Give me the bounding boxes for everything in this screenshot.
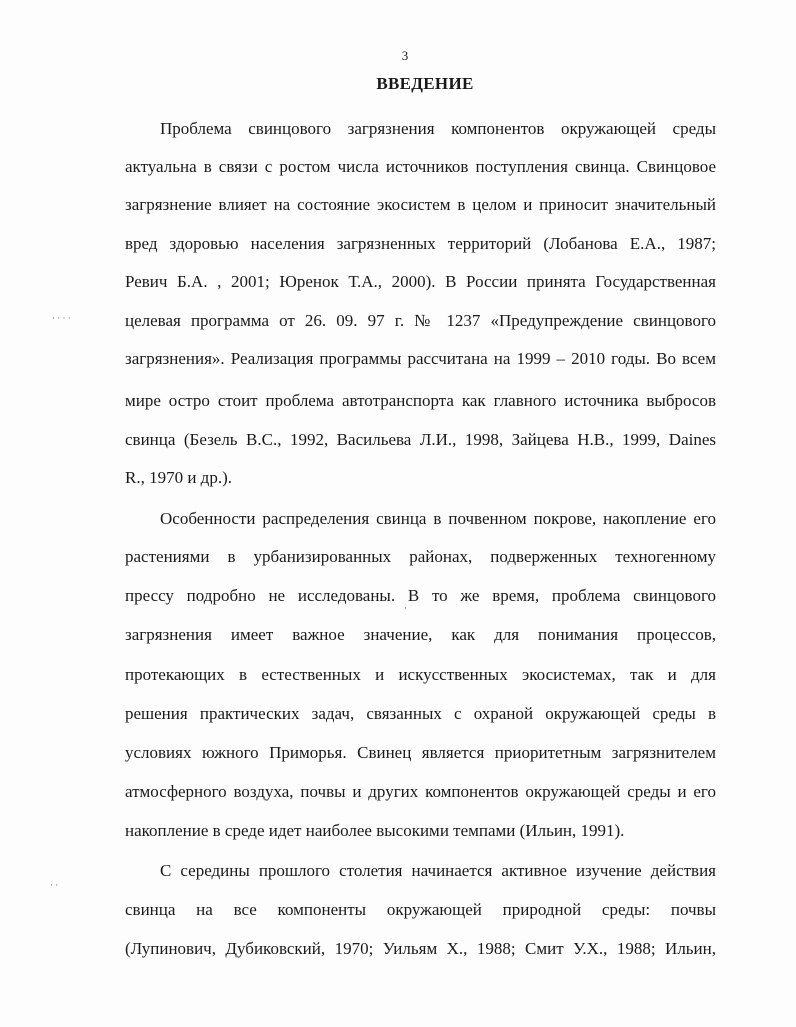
paragraph-1-line: R., 1970 и др.).	[125, 468, 232, 487]
paragraph-1-line: мире остро стоит проблема автотранспорта как главного источника выбросов	[125, 391, 716, 410]
paragraph-2-line: атмосферного воздуха, почвы и других компонентов окружающей среды и его	[125, 782, 716, 801]
paragraph-3-line: свинца на все компоненты окружающей природной среды: почвы	[125, 900, 716, 919]
paragraph-1-line: загрязнения». Реализация программы рассчитана на 1999 – 2010 годы. Во всем	[125, 349, 716, 368]
paragraph-2-line: Особенности распределения свинца в почвенном покрове, накопление его	[160, 509, 716, 528]
scan-speck: · · · ·	[52, 313, 71, 323]
page-number: 3	[401, 48, 409, 63]
scan-speck: ·	[404, 603, 407, 613]
paragraph-2-line: протекающих в естественных и искусственных экосистемах, так и для	[125, 665, 716, 684]
paragraph-2-line: загрязнения имеет важное значение, как для понимания процессов,	[125, 625, 716, 644]
paragraph-2-line: решения практических задач, связанных с охраной окружающей среды в	[125, 704, 716, 723]
paragraph-2-line: растениями в урбанизированных районах, подверженных техногенному	[125, 547, 716, 566]
paragraph-1-line: загрязнение влияет на состояние экосистем в целом и приносит значительный	[125, 195, 716, 214]
paragraph-1-line: актуальна в связи с ростом числа источников поступления свинца. Свинцовое	[125, 157, 716, 176]
paragraph-2-line: накопление в среде идет наиболее высокими темпами (Ильин, 1991).	[125, 821, 625, 840]
paragraph-2-line: прессу подробно не исследованы. В то же время, проблема свинцового	[125, 586, 716, 605]
paragraph-1-line: вред здоровью населения загрязненных территорий (Лобанова Е.А., 1987;	[125, 234, 716, 253]
paragraph-1-line: целевая программа от 26. 09. 97 г. № 1237 «Предупреждение свинцового	[125, 311, 716, 330]
paragraph-3-line: С середины прошлого столетия начинается активное изучение действия	[160, 861, 716, 880]
page-title: ВВЕДЕНИЕ	[376, 74, 474, 93]
paragraph-1-line: Проблема свинцового загрязнения компонентов окружающей среды	[160, 119, 716, 138]
paragraph-1-line: Ревич Б.А. , 2001; Юренок Т.А., 2000). В России принята Государственная	[125, 272, 716, 291]
scan-speck: · ·	[50, 880, 59, 890]
paragraph-1-line: свинца (Безель В.С., 1992, Васильева Л.И., 1998, Зайцева Н.В., 1999, Daines	[125, 430, 716, 449]
paragraph-2-line: условиях южного Приморья. Свинец является приоритетным загрязнителем	[125, 743, 716, 762]
paragraph-3-line: (Лупинович, Дубиковский, 1970; Уильям Х., 1988; Смит У.Х., 1988; Ильин,	[125, 939, 716, 958]
